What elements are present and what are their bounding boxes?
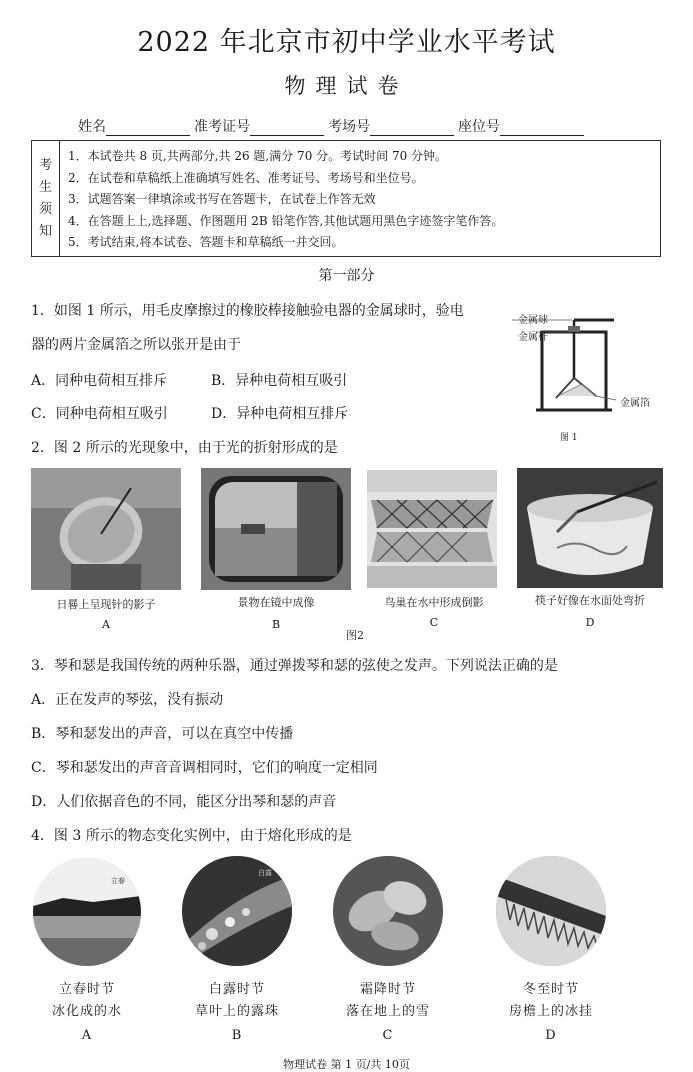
exam-subtitle: 物理试卷 xyxy=(284,74,409,98)
q4-caption-b-line2: 草叶上的露珠 xyxy=(194,1004,279,1019)
q4-caption-a-line2: 冰化成的水 xyxy=(51,1004,122,1019)
name-label: 姓名 xyxy=(78,119,106,135)
notice-item: 1．本试卷共 8 页,共两部分,共 26 题,满分 70 分。考试时间 70 分钟。 xyxy=(68,149,448,163)
q4-caption-d-line1: 冬至时节 xyxy=(522,982,579,997)
birds-nest-photo xyxy=(367,470,497,588)
notice-item: 5．考试结束,将本试卷、答题卡和草稿纸一并交回。 xyxy=(68,235,344,250)
exam-room-blank xyxy=(370,122,454,136)
notice-list xyxy=(68,146,503,254)
exam-title: 2022 年北京市初中学业水平考试 xyxy=(137,27,556,58)
q4-text: 4．图 3 所示的物态变化实例中，由于熔化形成的是 xyxy=(31,828,352,844)
q2-caption-b: 景物在镜中成像 xyxy=(237,596,315,609)
q4-image-d-icicles xyxy=(496,856,606,966)
page-footer: 物理试卷 第 1 页/共 10页 xyxy=(283,1058,410,1071)
notice-side-label xyxy=(32,141,60,256)
label-metal-ball: 金属球 xyxy=(518,315,548,326)
q2-letter-b: B xyxy=(271,618,281,631)
q4-image-b-dew xyxy=(182,856,292,966)
label-metal-rod: 金属杆 xyxy=(518,332,548,343)
label-metal-foil: 金属箔 xyxy=(620,398,650,409)
q4-caption-d-line2: 房檐上的冰挂 xyxy=(508,1004,593,1019)
q3-option-c: C．琴和瑟发出的声音音调相同时，它们的响度一定相同 xyxy=(31,760,378,776)
q2-caption-a: 日晷上呈现针的影子 xyxy=(56,598,156,611)
q2-letter-d: D xyxy=(585,616,595,629)
mirror-photo xyxy=(201,468,351,590)
q4-badge-b: 白露 xyxy=(258,869,272,877)
exam-room-label: 考场号 xyxy=(328,119,370,135)
q1-option-d: D．异种电荷相互排斥 xyxy=(211,406,349,422)
figure-2-caption: 图2 xyxy=(346,629,364,642)
figure-1-caption: 图 1 xyxy=(560,433,578,443)
q4-badge-a: 立春 xyxy=(111,877,125,885)
admission-number-label: 准考证号 xyxy=(194,119,250,135)
q2-image-b-mirror xyxy=(201,468,351,590)
q1-option-c: C．同种电荷相互吸引 xyxy=(31,406,168,422)
candidate-fields xyxy=(78,116,588,136)
side-char: 知 xyxy=(38,223,52,239)
q1-text-line1: 1．如图 1 所示，用毛皮摩擦过的橡胶棒接触验电器的金属球时，验电 xyxy=(31,303,464,319)
q4-letter-b: B xyxy=(231,1028,243,1043)
name-blank xyxy=(106,122,190,136)
q4-letter-c: C xyxy=(382,1028,394,1043)
q4-image-a-melting-ice xyxy=(33,858,141,966)
q1-text-line2: 器的两片金属箔之所以张开是由于 xyxy=(31,337,241,353)
figure-1-electroscope xyxy=(512,308,662,443)
section-title: 第一部分 xyxy=(318,268,375,284)
candidate-notice-box xyxy=(31,140,661,257)
q2-caption-d: 筷子好像在水面处弯折 xyxy=(535,594,645,607)
q3-option-b: B．琴和瑟发出的声音，可以在真空中传播 xyxy=(31,726,294,742)
admission-number-blank xyxy=(250,122,324,136)
q2-image-c-birds-nest xyxy=(367,470,497,588)
seat-number-label: 座位号 xyxy=(458,119,500,135)
seat-number-blank xyxy=(500,122,584,136)
dew-photo xyxy=(182,856,292,966)
q4-caption-c-line2: 落在地上的雪 xyxy=(345,1004,430,1019)
frost-photo xyxy=(333,856,443,966)
q1-option-b: B．异种电荷相互吸引 xyxy=(211,373,348,389)
q2-image-a-sundial xyxy=(31,468,181,590)
side-char: 生 xyxy=(38,179,52,195)
melting-ice-photo xyxy=(33,858,141,966)
chopsticks-photo xyxy=(517,468,663,588)
q2-letter-c: C xyxy=(429,616,439,629)
exam-room-field xyxy=(328,116,454,136)
q4-caption-b-line1: 白露时节 xyxy=(208,982,265,997)
q4-letter-d: D xyxy=(545,1028,557,1043)
icicles-photo xyxy=(496,856,606,966)
notice-item: 2．在试卷和草稿纸上准确填写姓名、准考证号、考场号和坐位号。 xyxy=(68,170,424,185)
q2-caption-c: 鸟巢在水中形成倒影 xyxy=(384,596,484,609)
q3-option-d: D．人们依据音色的不同，能区分出琴和瑟的声音 xyxy=(31,794,337,810)
q2-letter-a: A xyxy=(102,618,110,631)
name-field xyxy=(78,116,190,136)
seat-number-field xyxy=(458,116,584,136)
notice-item: 3．试题答案一律填涂或书写在答题卡，在试卷上作答无效 xyxy=(68,192,376,207)
q4-caption-c-line1: 霜降时节 xyxy=(359,982,416,997)
side-char: 考 xyxy=(38,157,52,173)
q4-caption-a-line1: 立春时节 xyxy=(58,982,115,997)
admission-number-field xyxy=(194,116,324,136)
side-char: 须 xyxy=(38,201,52,217)
q1-option-a: A．同种电荷相互排斥 xyxy=(31,373,168,389)
q3-option-a: A．正在发声的琴弦，没有振动 xyxy=(31,692,224,708)
q4-image-c-frost xyxy=(333,856,443,966)
sundial-photo xyxy=(31,468,181,590)
q4-letter-a: A xyxy=(81,1028,93,1043)
q2-image-d-chopsticks xyxy=(517,468,663,588)
q3-text: 3．琴和瑟是我国传统的两种乐器，通过弹拨琴和瑟的弦使之发声。下列说法正确的是 xyxy=(31,658,558,674)
q2-text: 2．图 2 所示的光现象中，由于光的折射形成的是 xyxy=(31,440,338,456)
notice-item: 4．在答题上上,选择题、作图题用 2B 铅笔作答,其他试题用黑色字迹签字笔作答。 xyxy=(68,213,504,228)
insulator xyxy=(568,326,580,332)
